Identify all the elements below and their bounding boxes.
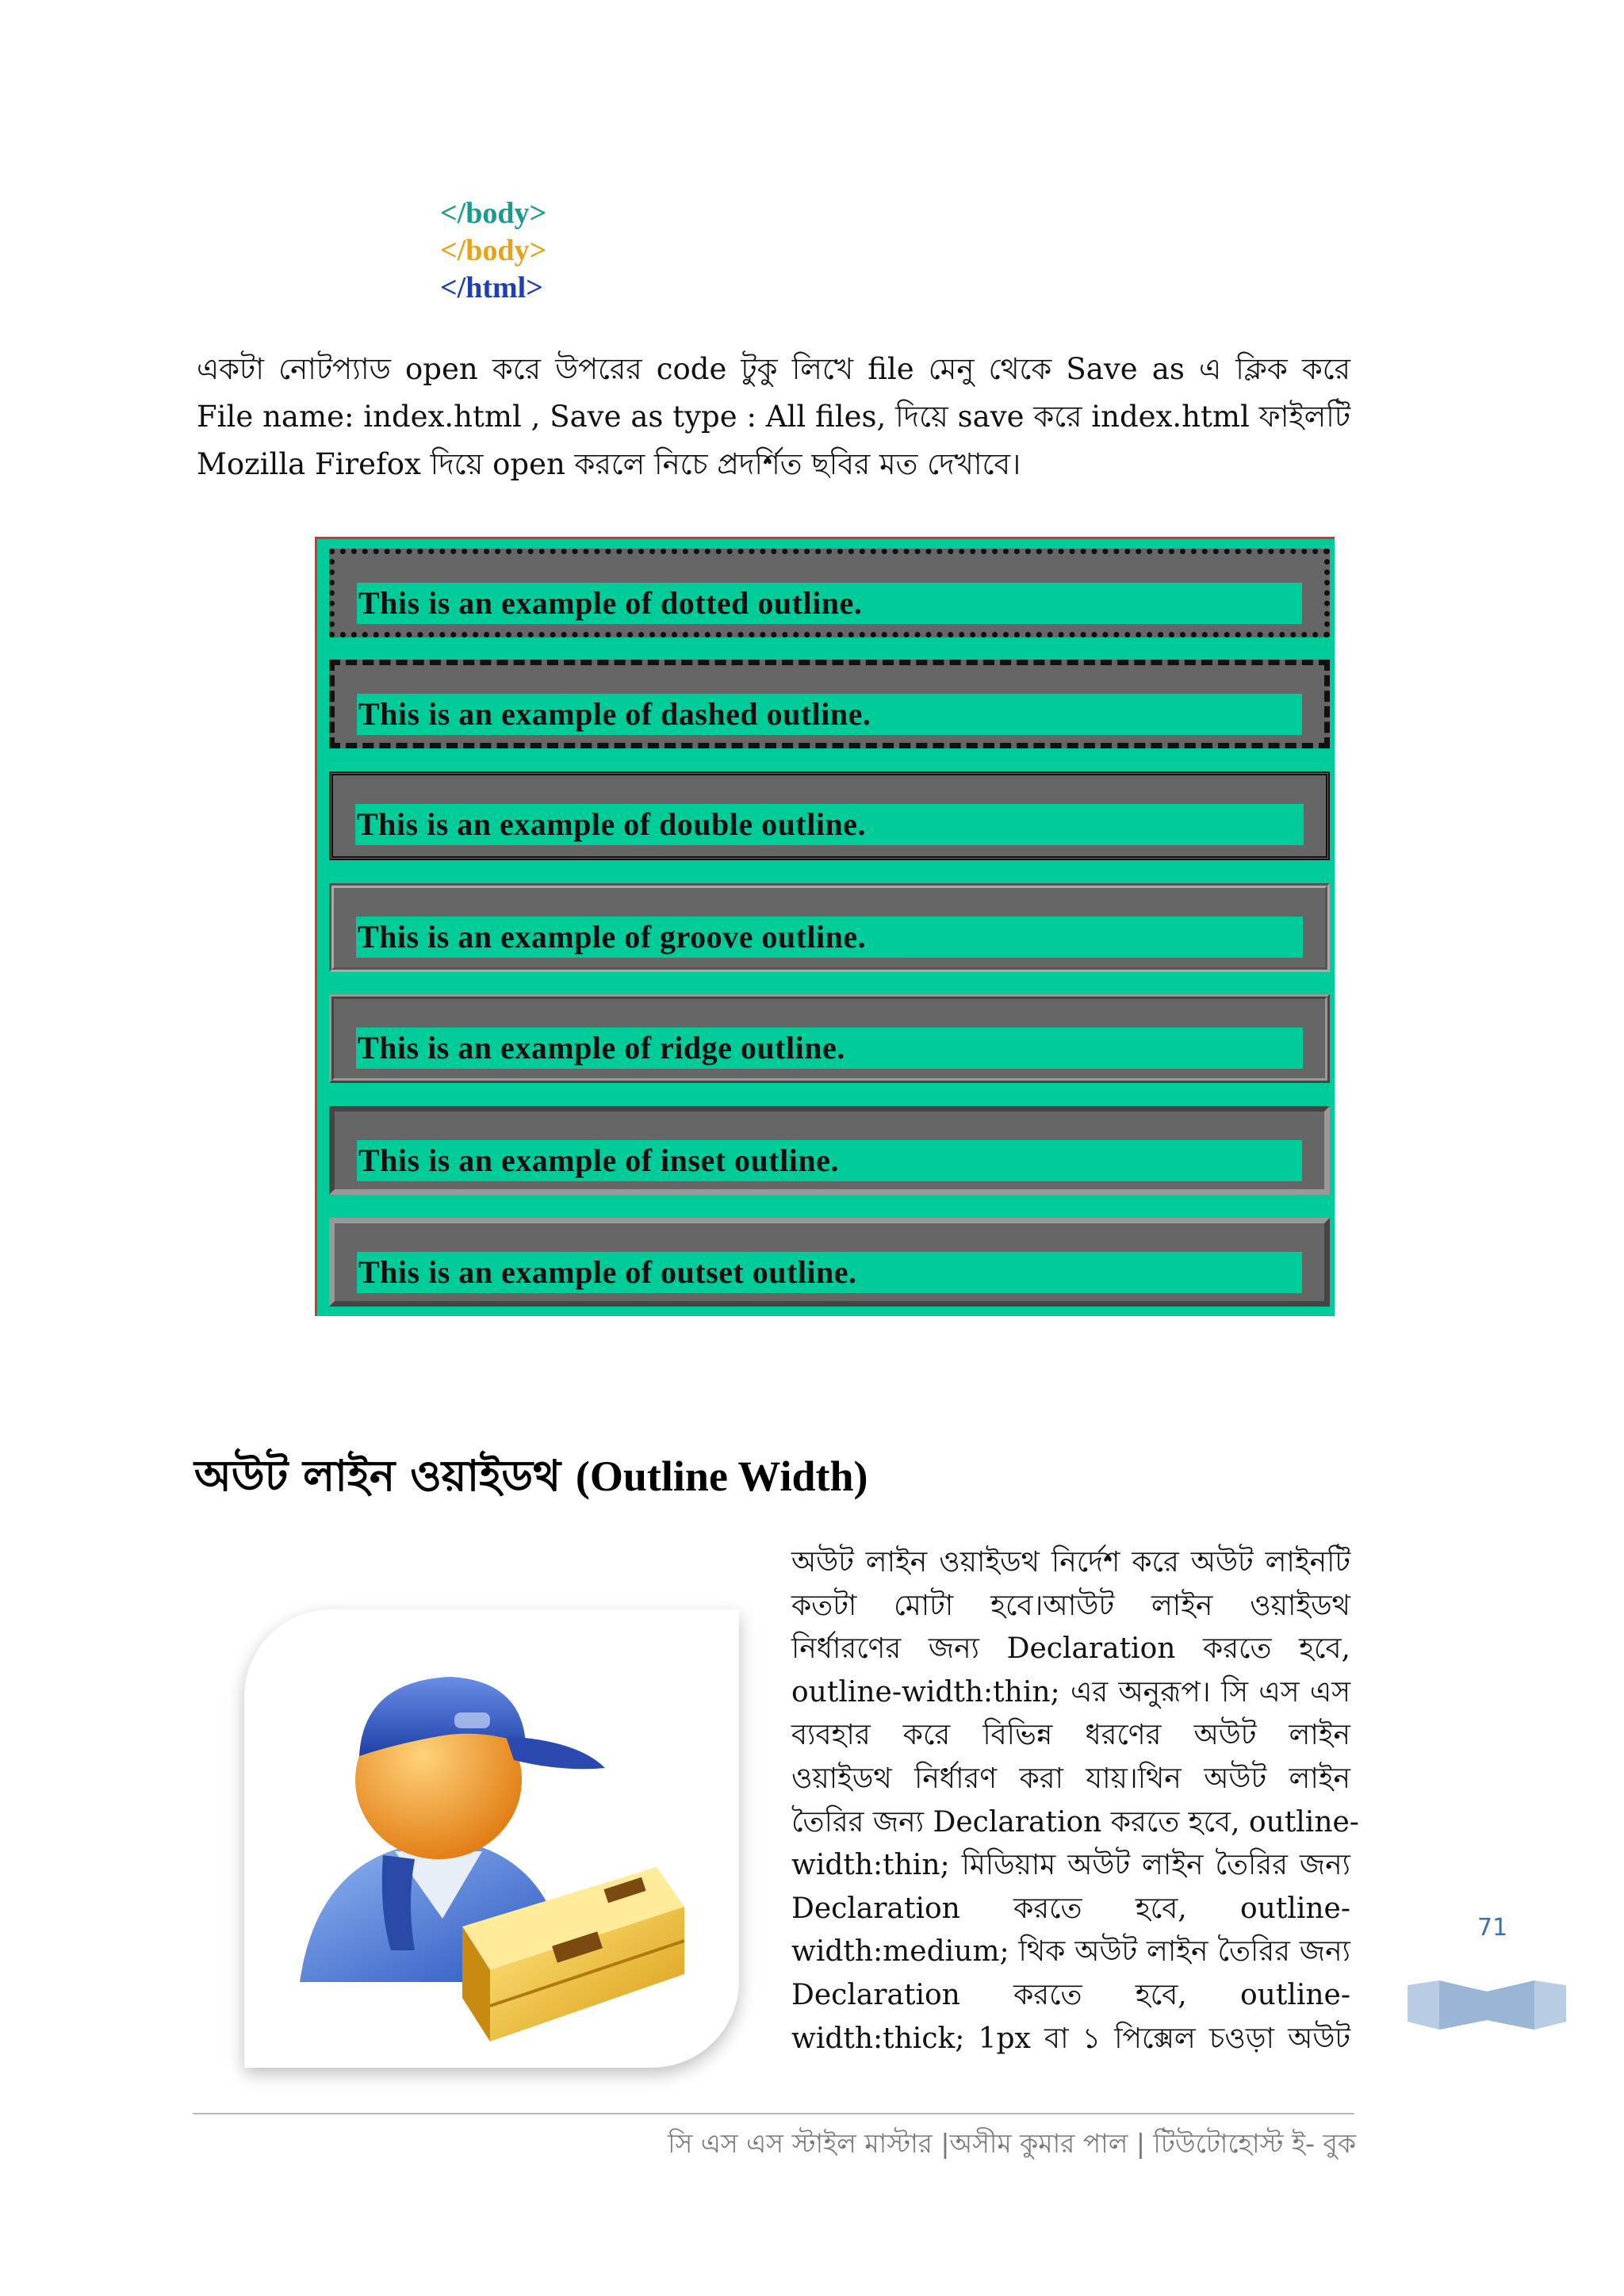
heading-english: (Outline Width) — [575, 1452, 868, 1500]
example-text: This is an example of inset outline. — [357, 1140, 1302, 1181]
example-text: This is an example of dashed outline. — [357, 694, 1302, 735]
paragraph-line: width:thick; 1px বা ১ পিক্সেল চওড়া অউট — [791, 2022, 1350, 2055]
groove-outline-example — [329, 883, 1330, 972]
code-line: </body> — [440, 234, 547, 267]
code-line: </html> — [440, 271, 543, 304]
heading-bangla: অউট লাইন ওয়াইডথ — [194, 1450, 561, 1501]
dotted-outline-example — [329, 549, 1330, 637]
paragraph-line: width:medium; থিক অউট লাইন তৈরির জন্য — [791, 1935, 1350, 1969]
paragraph-line: outline-width:thin; এর অনুরূপ। সি এস এস — [791, 1675, 1350, 1709]
paragraph-line: File name: index.html , Save as type : All files, দিয়ে save করে index.html ফাইলটি — [197, 400, 1350, 434]
paragraph-line: নির্ধারণের জন্য Declaration করতে হবে, — [791, 1632, 1350, 1666]
paragraph-line: Declaration করতে হবে, outline- — [791, 1978, 1350, 2011]
page-footer: সি এস এস স্টাইল মাস্টার |অসীম কুমার পাল | টিউটোহোস্ট ই- বুক — [668, 2128, 1356, 2159]
delivery-man-illustration — [244, 1609, 739, 2068]
paragraph-line: width:thin; মিডিয়াম অউট লাইন তৈরির জন্য — [791, 1849, 1350, 1882]
page-number: 71 — [1477, 1914, 1508, 1942]
example-text: This is an example of ridge outline. — [356, 1027, 1303, 1069]
paragraph-line: ব্যবহার করে বিভিন্ন ধরণের অউট লাইন — [791, 1719, 1350, 1752]
outline-demo-screenshot — [315, 537, 1335, 1316]
delivery-man-icon — [244, 1609, 739, 2068]
paragraph-line: কতটা মোটা হবে।আউট লাইন ওয়াইডথ — [791, 1589, 1350, 1622]
section-heading — [194, 1443, 868, 1514]
example-text: This is an example of double outline. — [355, 804, 1304, 845]
footer-divider — [193, 2113, 1354, 2114]
example-text: This is an example of outset outline. — [357, 1252, 1302, 1293]
paragraph-line: Declaration করতে হবে, outline- — [791, 1892, 1350, 1925]
paragraph-line: তৈরির জন্য Declaration করতে হবে, outline- — [791, 1805, 1359, 1839]
ridge-outline-example — [329, 994, 1330, 1083]
paragraph-line: অউট লাইন ওয়াইডথ নির্দেশ করে অউট লাইনটি — [791, 1546, 1350, 1578]
dashed-outline-example — [329, 660, 1330, 748]
paragraph-line: Mozilla Firefox দিয়ে open করলে নিচে প্রদর্শিত ছবির মত দেখাবে। — [197, 447, 1021, 481]
code-line: </body> — [440, 197, 547, 230]
paragraph-line: ওয়াইডথ নির্ধারণ করা যায়।থিন অউট লাইন — [791, 1762, 1350, 1795]
inset-outline-example — [329, 1106, 1330, 1195]
outset-outline-example — [329, 1218, 1330, 1307]
page-ribbon-decoration — [1408, 1974, 1566, 2038]
example-text: This is an example of groove outline. — [356, 916, 1303, 958]
example-text: This is an example of dotted outline. — [357, 583, 1302, 624]
double-outline-example — [329, 771, 1330, 860]
outline-width-paragraph — [791, 1541, 1359, 2061]
intro-paragraph — [197, 346, 1350, 488]
code-snippet — [440, 195, 546, 307]
paragraph-line: একটা নোটপ্যাড open করে উপরের code টুকু লিখে file মেনু থেকে Save as এ ক্লিক করে — [197, 352, 1350, 386]
